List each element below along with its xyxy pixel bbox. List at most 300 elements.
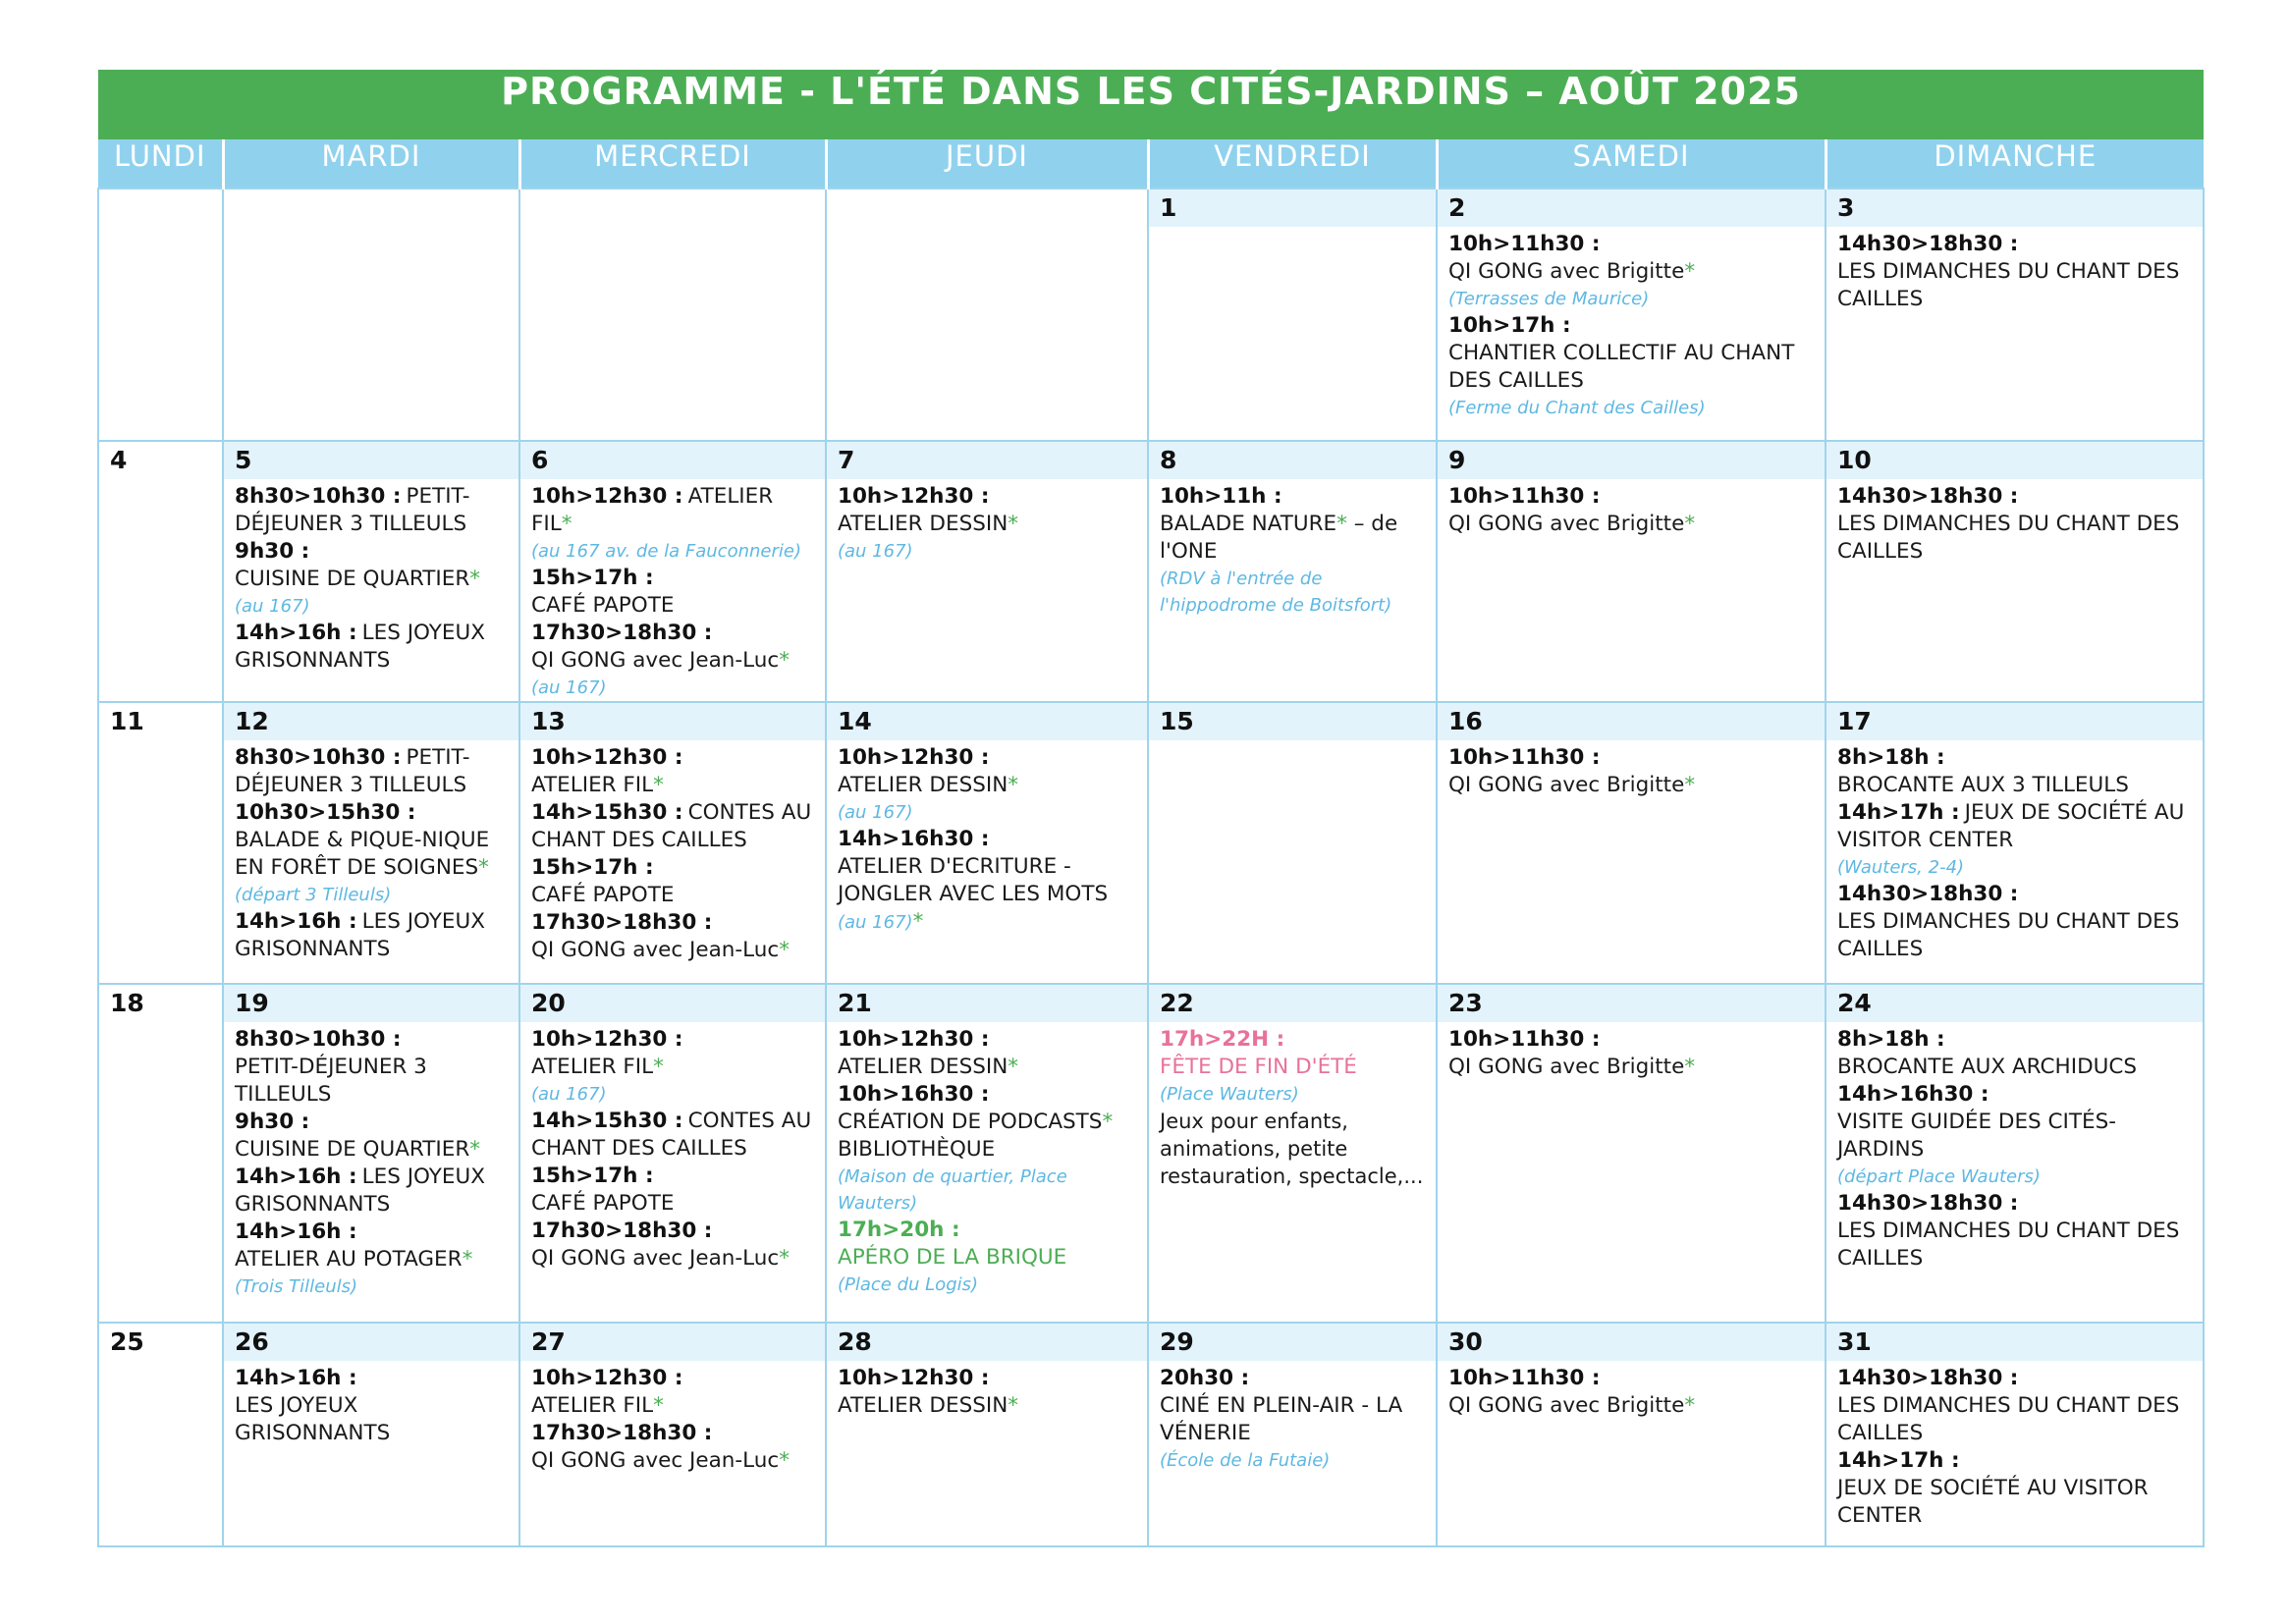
- event-list: [520, 1022, 825, 1272]
- day-number: 2: [1438, 189, 1825, 227]
- event-title-line: [235, 1246, 508, 1273]
- event-list: [1826, 479, 2203, 566]
- event-title: QI GONG avec Brigitte: [1448, 1393, 1685, 1418]
- event-list: [1438, 1022, 1825, 1081]
- event-item: [838, 1365, 1136, 1420]
- day-cell: [826, 984, 1148, 1323]
- event-time: 10h>12h30 :: [531, 745, 683, 770]
- asterisk-marker: *: [1008, 1393, 1019, 1418]
- day-number: 9: [1438, 442, 1825, 479]
- day-cell: [1437, 984, 1826, 1323]
- event-title: CAFÉ PAPOTE: [531, 593, 675, 618]
- event-location: [1160, 1447, 1425, 1474]
- day-number: 27: [520, 1324, 825, 1361]
- event-title: ATELIER FIL: [531, 1055, 654, 1079]
- event-list: [1438, 740, 1825, 799]
- event-location-text: (départ 3 Tilleuls): [235, 885, 392, 905]
- event-list: [520, 740, 825, 964]
- event-title-line: [235, 566, 508, 593]
- day-number: 24: [1826, 985, 2203, 1022]
- event-time: 14h30>18h30 :: [1837, 1191, 2019, 1216]
- event-title: QI GONG avec Brigitte: [1448, 512, 1685, 536]
- day-cell: [98, 441, 223, 702]
- event-title: PETIT-DÉJEUNER 3 TILLEULS: [235, 484, 470, 536]
- event-title: LES DIMANCHES DU CHANT DES CAILLES: [1837, 512, 2180, 564]
- event-item: [838, 826, 1136, 936]
- asterisk-marker: *: [1684, 1393, 1696, 1418]
- event-title: QI GONG avec Brigitte: [1448, 259, 1685, 284]
- event-title: LES JOYEUX GRISONNANTS: [235, 621, 485, 673]
- day-cell: [1437, 702, 1826, 984]
- calendar-table: [97, 70, 2205, 1547]
- day-number: 1: [1149, 189, 1436, 227]
- event-list: [1826, 740, 2203, 963]
- event-title: ATELIER FIL: [531, 773, 654, 797]
- day-cell: [223, 984, 519, 1323]
- event-item: [1837, 483, 2192, 566]
- day-cell-inner: [99, 1324, 222, 1545]
- day-cell: [519, 702, 826, 984]
- day-number: 12: [224, 703, 518, 740]
- day-number: 18: [110, 989, 144, 1017]
- asterisk-marker: *: [469, 567, 481, 591]
- event-title: LES DIMANCHES DU CHANT DES CAILLES: [1837, 259, 2180, 311]
- event-title: QI GONG avec Brigitte: [1448, 1055, 1685, 1079]
- event-time: 15h>17h :: [531, 855, 654, 880]
- event-title-line: [531, 647, 814, 675]
- event-list: [1149, 479, 1436, 619]
- event-location: [531, 1081, 814, 1108]
- event-item: [1448, 1026, 1814, 1081]
- day-cell-inner: [224, 189, 518, 440]
- event-location: [531, 538, 814, 565]
- event-time: 17h>20h :: [838, 1218, 960, 1242]
- event-title: ATELIER FIL: [531, 1393, 654, 1418]
- event-title-line: [235, 1136, 508, 1164]
- day-number: 21: [827, 985, 1147, 1022]
- event-title: QI GONG avec Jean-Luc: [531, 1448, 780, 1473]
- event-title: QI GONG avec Brigitte: [1448, 773, 1685, 797]
- event-time: 10h>12h30 :: [838, 745, 990, 770]
- event-title-line: [838, 772, 1136, 799]
- day-cell: [826, 189, 1148, 441]
- day-number: 7: [827, 442, 1147, 479]
- event-item: [531, 1108, 814, 1163]
- event-title: CAFÉ PAPOTE: [531, 883, 675, 907]
- event-item: [1837, 799, 2192, 881]
- event-list: [1826, 227, 2203, 313]
- event-title: BROCANTE AUX 3 TILLEULS: [1837, 773, 2129, 797]
- asterisk-marker: *: [1684, 259, 1696, 284]
- day-number: [827, 189, 1147, 227]
- event-time: 17h>22H :: [1160, 1027, 1285, 1052]
- day-number: [99, 189, 222, 227]
- event-item: [531, 620, 814, 701]
- event-title: ATELIER D'ECRITURE - JONGLER AVEC LES MOTS: [838, 854, 1109, 906]
- event-title-line: [838, 853, 1136, 908]
- event-time: 8h>18h :: [1837, 745, 1945, 770]
- day-cell: [1148, 441, 1437, 702]
- day-number: 4: [110, 446, 128, 474]
- event-time: 10h>12h30 :: [531, 1366, 683, 1390]
- day-number: 5: [224, 442, 518, 479]
- event-location: [1448, 286, 1814, 312]
- day-number: 16: [1438, 703, 1825, 740]
- event-location-text: (au 167): [838, 912, 913, 933]
- event-title-line: [1837, 1392, 2192, 1447]
- day-cell: [519, 1323, 826, 1546]
- event-time: 14h>16h :: [235, 1366, 357, 1390]
- day-cell: [98, 1323, 223, 1546]
- day-cell-inner: [827, 703, 1147, 983]
- event-item: [838, 1081, 1136, 1217]
- event-time: 8h30>10h30 :: [235, 745, 402, 770]
- event-list: [1438, 479, 1825, 538]
- event-title-line: [1448, 1054, 1814, 1081]
- event-item: [531, 799, 814, 854]
- event-time: 14h30>18h30 :: [1837, 232, 2019, 256]
- day-cell: [519, 441, 826, 702]
- day-cell-inner: [99, 985, 222, 1322]
- event-time: 14h>16h :: [235, 909, 357, 934]
- day-cell: [826, 702, 1148, 984]
- event-title-line: [531, 772, 814, 799]
- day-cell-inner: [827, 1324, 1147, 1545]
- event-title: QI GONG avec Jean-Luc: [531, 938, 780, 962]
- event-location: [235, 1273, 508, 1300]
- weekday-header-mardi: MARDI: [223, 139, 519, 189]
- asterisk-marker: *: [1336, 512, 1347, 536]
- event-time: 10h>11h30 :: [1448, 1366, 1601, 1390]
- event-title-line: [531, 1190, 814, 1218]
- event-item: [531, 1218, 814, 1272]
- event-location: [1837, 854, 2192, 881]
- event-time: 8h>18h :: [1837, 1027, 1945, 1052]
- event-title: CHANTIER COLLECTIF AU CHANT DES CAILLES: [1448, 341, 1795, 393]
- event-title: BALADE & PIQUE-NIQUE EN FORÊT DE SOIGNES: [235, 828, 490, 880]
- event-time: 14h>16h30 :: [1837, 1082, 1989, 1107]
- event-title: LES JOYEUX GRISONNANTS: [235, 909, 485, 961]
- event-location-text: (départ Place Wauters): [1837, 1166, 2041, 1187]
- event-list: [224, 740, 518, 963]
- event-list: [1438, 227, 1825, 421]
- event-time: 10h>12h30 :: [838, 1366, 990, 1390]
- event-title-line: [531, 592, 814, 620]
- event-time: 10h>11h30 :: [1448, 745, 1601, 770]
- day-cell-inner: [827, 442, 1147, 701]
- event-title: CRÉATION DE PODCASTS: [838, 1110, 1103, 1134]
- day-cell-inner: [1438, 442, 1825, 701]
- event-time: 17h30>18h30 :: [531, 621, 713, 645]
- event-location-text: (au 167): [235, 596, 310, 617]
- event-item: [235, 538, 508, 620]
- event-list: [1149, 1361, 1436, 1474]
- day-cell: [826, 1323, 1148, 1546]
- event-title: ATELIER FIL: [531, 484, 774, 536]
- asterisk-marker: *: [653, 1393, 664, 1418]
- event-list: [1826, 1361, 2203, 1530]
- weekday-header-lundi: LUNDI: [98, 139, 223, 189]
- day-cell-inner: [99, 703, 222, 983]
- event-item: [1448, 1365, 1814, 1420]
- event-item: [531, 1420, 814, 1475]
- weeks-body: [98, 189, 2204, 1546]
- event-list: [224, 479, 518, 675]
- asterisk-marker: *: [779, 1246, 790, 1271]
- day-number: 23: [1438, 985, 1825, 1022]
- event-time: 10h>12h30 :: [838, 484, 990, 509]
- day-cell-inner: [1826, 1324, 2203, 1545]
- event-title: JEUX DE SOCIÉTÉ AU VISITOR CENTER: [1837, 1476, 2149, 1528]
- day-cell-inner: [520, 703, 825, 983]
- event-time: 14h>16h :: [235, 1164, 357, 1189]
- asterisk-marker: *: [1008, 512, 1019, 536]
- event-location-text: (au 167 av. de la Fauconnerie): [531, 541, 801, 562]
- event-title-line: [235, 1392, 508, 1447]
- event-title-line: [1160, 511, 1425, 566]
- event-list: [1438, 1361, 1825, 1420]
- asterisk-marker: *: [912, 909, 924, 934]
- event-time: 10h>12h30 :: [531, 1027, 683, 1052]
- week-row: [98, 702, 2204, 984]
- asterisk-marker: *: [1684, 773, 1696, 797]
- event-item: [838, 744, 1136, 826]
- event-list: [520, 479, 825, 701]
- event-title: BALADE NATURE: [1160, 512, 1337, 536]
- event-time: 9h30 :: [235, 1110, 310, 1134]
- event-title: PETIT-DÉJEUNER 3 TILLEULS: [235, 1055, 427, 1107]
- event-item: [1448, 312, 1814, 421]
- event-item: [235, 483, 508, 538]
- event-title-line: [1837, 908, 2192, 963]
- day-cell-inner: [99, 189, 222, 440]
- page-title: PROGRAMME - L'ÉTÉ DANS LES CITÉS-JARDINS – AOÛT 2025: [98, 70, 2204, 139]
- event-item: [235, 1026, 508, 1109]
- day-number: 15: [1149, 703, 1436, 740]
- event-item: [1837, 1081, 2192, 1190]
- day-cell: [1148, 984, 1437, 1323]
- day-cell: [1826, 702, 2204, 984]
- asterisk-marker: *: [561, 512, 572, 536]
- event-title-line: [838, 1109, 1136, 1164]
- event-item: [235, 1218, 508, 1300]
- event-item: [531, 483, 814, 565]
- day-cell: [1148, 189, 1437, 441]
- event-time: 10h>12h30 :: [531, 484, 683, 509]
- event-title: ATELIER AU POTAGER: [235, 1247, 463, 1272]
- day-number: 10: [1826, 442, 2203, 479]
- event-title: CINÉ EN PLEIN-AIR - LA VÉNERIE: [1160, 1393, 1403, 1445]
- day-cell-inner: [827, 189, 1147, 440]
- event-title-line: [1837, 772, 2192, 799]
- asterisk-marker: *: [779, 1448, 790, 1473]
- asterisk-marker: *: [478, 855, 489, 880]
- event-time: 14h>17h :: [1837, 1448, 1960, 1473]
- asterisk-marker: *: [1684, 512, 1696, 536]
- event-item: [838, 483, 1136, 565]
- event-location-text: (Wauters, 2-4): [1837, 857, 1965, 878]
- event-title-line: [1837, 1054, 2192, 1081]
- event-time: 10h>16h30 :: [838, 1082, 990, 1107]
- event-list: [827, 740, 1147, 936]
- event-title-line: [1837, 511, 2192, 566]
- event-location: [838, 908, 1136, 936]
- event-title-line: [531, 1245, 814, 1272]
- event-title: CUISINE DE QUARTIER: [235, 567, 470, 591]
- day-number: 28: [827, 1324, 1147, 1361]
- event-time: 9h30 :: [235, 539, 310, 564]
- day-cell: [1826, 984, 2204, 1323]
- event-item: [1837, 744, 2192, 799]
- event-location-text: (au 167): [838, 541, 913, 562]
- weekday-header-mercredi: MERCREDI: [519, 139, 826, 189]
- event-location-text: (Place du Logis): [838, 1274, 979, 1295]
- event-location: [838, 799, 1136, 826]
- day-cell-inner: [224, 985, 518, 1322]
- event-time: 10h30>15h30 :: [235, 800, 416, 825]
- event-list: [224, 1022, 518, 1300]
- day-number: 30: [1438, 1324, 1825, 1361]
- day-cell-inner: [520, 189, 825, 440]
- event-item: [531, 565, 814, 620]
- day-number: 20: [520, 985, 825, 1022]
- day-number: 29: [1149, 1324, 1436, 1361]
- event-location-text: (Terrasses de Maurice): [1448, 289, 1650, 309]
- event-title: APÉRO DE LA BRIQUE: [838, 1245, 1067, 1270]
- event-time: 10h>12h30 :: [838, 1027, 990, 1052]
- event-location-text: (au 167): [838, 802, 913, 823]
- event-title: ATELIER DESSIN: [838, 512, 1008, 536]
- event-location-text: (Trois Tilleuls): [235, 1276, 358, 1297]
- day-cell-inner: [1438, 985, 1825, 1322]
- event-item: [235, 1109, 508, 1164]
- event-item: [531, 1365, 814, 1420]
- day-cell: [1826, 1323, 2204, 1546]
- event-list: [827, 1361, 1147, 1420]
- event-title: LES DIMANCHES DU CHANT DES CAILLES: [1837, 909, 2180, 961]
- event-title-line: [838, 1244, 1136, 1272]
- event-title-line: [1448, 340, 1814, 395]
- event-time: 17h30>18h30 :: [531, 1218, 713, 1243]
- day-cell-inner: [1826, 703, 2203, 983]
- day-cell-inner: [1438, 189, 1825, 440]
- event-location: [838, 538, 1136, 565]
- event-time: 14h>15h30 :: [531, 1109, 683, 1133]
- asterisk-marker: *: [1684, 1055, 1696, 1079]
- event-title-suffix: BIBLIOTHÈQUE: [838, 1137, 996, 1162]
- day-cell: [1148, 1323, 1437, 1546]
- day-cell: [826, 441, 1148, 702]
- asterisk-marker: *: [653, 1055, 664, 1079]
- event-item: [235, 1164, 508, 1218]
- event-time: 10h>11h :: [1160, 484, 1282, 509]
- event-list: [827, 1022, 1147, 1298]
- event-title-line: [235, 1054, 508, 1109]
- day-number: 19: [224, 985, 518, 1022]
- day-number: 8: [1149, 442, 1436, 479]
- event-title-line: [531, 1447, 814, 1475]
- day-cell: [1826, 189, 2204, 441]
- weekday-header-samedi: SAMEDI: [1437, 139, 1826, 189]
- event-item: [1448, 483, 1814, 538]
- event-title-line: [531, 882, 814, 909]
- event-time: 10h>11h30 :: [1448, 484, 1601, 509]
- event-title-line: [235, 827, 508, 882]
- event-item: [1160, 483, 1425, 619]
- event-title: LES DIMANCHES DU CHANT DES CAILLES: [1837, 1218, 2180, 1271]
- event-location: [1837, 1164, 2192, 1190]
- asterisk-marker: *: [779, 648, 790, 673]
- event-list: [1826, 1022, 2203, 1272]
- event-title: QI GONG avec Jean-Luc: [531, 1246, 780, 1271]
- event-title: LES DIMANCHES DU CHANT DES CAILLES: [1837, 1393, 2180, 1445]
- event-title: JEUX DE SOCIÉTÉ AU VISITOR CENTER: [1837, 800, 2185, 852]
- day-cell-inner: [1149, 985, 1436, 1322]
- event-time: 15h>17h :: [531, 1164, 654, 1188]
- event-time: 15h>17h :: [531, 566, 654, 590]
- event-item: [235, 744, 508, 799]
- event-title-line: [1837, 1475, 2192, 1530]
- day-cell-inner: [1438, 1324, 1825, 1545]
- event-title-line: [1448, 772, 1814, 799]
- weekday-header-jeudi: JEUDI: [826, 139, 1148, 189]
- event-location-text: (au 167): [531, 677, 607, 698]
- event-location-text: (Place Wauters): [1160, 1084, 1299, 1105]
- event-title: PETIT-DÉJEUNER 3 TILLEULS: [235, 745, 470, 797]
- event-item: [838, 1217, 1136, 1298]
- event-location: [1448, 395, 1814, 421]
- event-time: 10h>11h30 :: [1448, 232, 1601, 256]
- day-cell: [1437, 1323, 1826, 1546]
- event-item: [235, 1365, 508, 1447]
- day-cell-inner: [224, 442, 518, 701]
- event-time: 20h30 :: [1160, 1366, 1250, 1390]
- day-cell-inner: [99, 442, 222, 701]
- event-item: [1837, 1447, 2192, 1530]
- day-cell-inner: [1826, 985, 2203, 1322]
- day-cell-inner: [1826, 442, 2203, 701]
- event-location: [1160, 566, 1425, 619]
- event-title: LES JOYEUX GRISONNANTS: [235, 1393, 391, 1445]
- day-cell: [1437, 189, 1826, 441]
- event-location: [1160, 1081, 1425, 1108]
- event-title-line: [531, 937, 814, 964]
- day-number: 31: [1826, 1324, 2203, 1361]
- event-title: FÊTE DE FIN D'ÉTÉ: [1160, 1055, 1357, 1079]
- asterisk-marker: *: [653, 773, 664, 797]
- asterisk-marker: *: [462, 1247, 473, 1272]
- asterisk-marker: *: [779, 938, 790, 962]
- event-item: [1837, 231, 2192, 313]
- event-time: 17h30>18h30 :: [531, 1421, 713, 1445]
- event-location: [838, 1164, 1136, 1217]
- event-time: 14h>16h30 :: [838, 827, 990, 851]
- event-item: [531, 854, 814, 909]
- day-cell: [223, 702, 519, 984]
- event-item: [1448, 744, 1814, 799]
- day-number: [520, 189, 825, 227]
- event-title: CONTES AU CHANT DES CAILLES: [531, 1109, 812, 1161]
- event-time: 14h>16h :: [235, 1219, 357, 1244]
- day-cell-inner: [1438, 703, 1825, 983]
- day-cell: [1437, 441, 1826, 702]
- asterisk-marker: *: [1008, 773, 1019, 797]
- event-title: BROCANTE AUX ARCHIDUCS: [1837, 1055, 2138, 1079]
- event-title-line: [1448, 511, 1814, 538]
- event-title: VISITE GUIDÉE DES CITÉS-JARDINS: [1837, 1110, 2116, 1162]
- event-location: [235, 593, 508, 620]
- event-location-text: (au 167): [531, 1084, 607, 1105]
